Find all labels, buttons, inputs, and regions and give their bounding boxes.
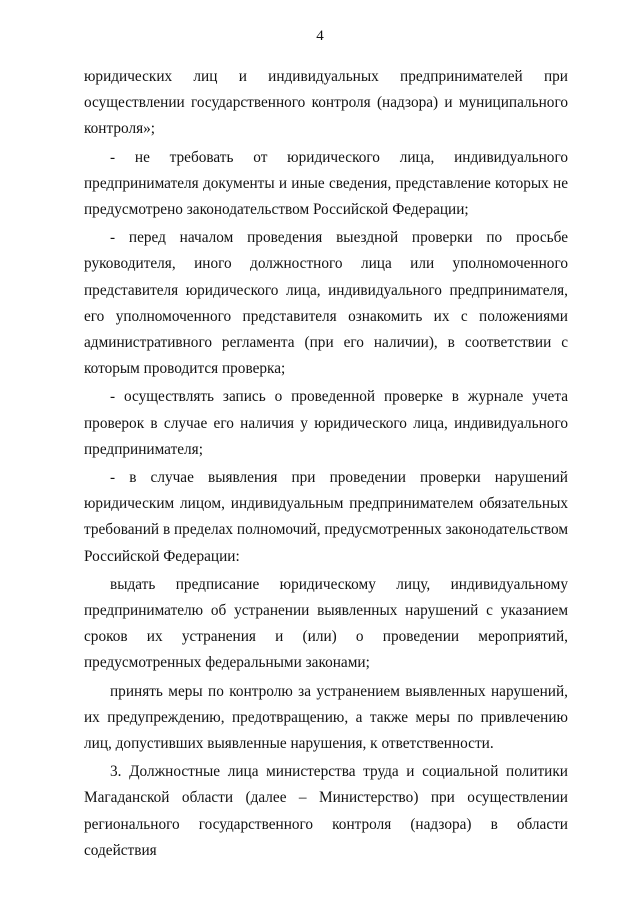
paragraph-section-3: 3. Должностные лица министерства труда и социальной политики Магаданской области (далее – Министерство) при осуществлении регионального государственного контроля (надзора) в области содействия	[84, 763, 568, 859]
paragraph-journal-record: - осуществлять запись о проведенной проверке в журнале учета проверок в случае его наличия у юридического лица, индивидуального предпринимателя;	[84, 388, 568, 458]
paragraph-no-documents: - не требовать от юридического лица, индивидуального предпринимателя документы и иные сведения, представление которых не предусмотрено законодательством Российской Федерации;	[84, 148, 568, 219]
paragraph-issue-order: выдать предписание юридическому лицу, индивидуальному предпринимателю об устранении выявленных нарушений с указанием сроков их устранения и (или) о проведении мероприятий, предусмотренных федеральными законами;	[84, 575, 568, 672]
paragraph-regulation-familiarization: - перед началом проведения выездной проверки по просьбе руководителя, иного должностного лица или уполномоченного представителя юридического лица, индивидуального предпринимателя, его уполномоченного представителя ознакомить их с положениями административного регламента (при его наличии), в соответствии с которым проводится проверка;	[84, 229, 568, 378]
paragraph-take-measures: принять меры по контролю за устранением выявленных нарушений, их предупреждению, предотвращению, а также меры по привлечению лиц, допустивших выявленные нарушения, к ответственности.	[84, 682, 568, 753]
page-number: 4	[316, 28, 324, 44]
document-body	[84, 64, 568, 864]
paragraph-continuation: юридических лиц и индивидуальных предпринимателей при осуществлении государственного контроля (надзора) и муниципального контроля»;	[84, 68, 568, 138]
paragraph-violations: - в случае выявления при проведении проверки нарушений юридическим лицом, индивидуальным предпринимателем обязательных требований в пределах полномочий, предусмотренных законодательством Российской Федерации:	[84, 469, 568, 565]
